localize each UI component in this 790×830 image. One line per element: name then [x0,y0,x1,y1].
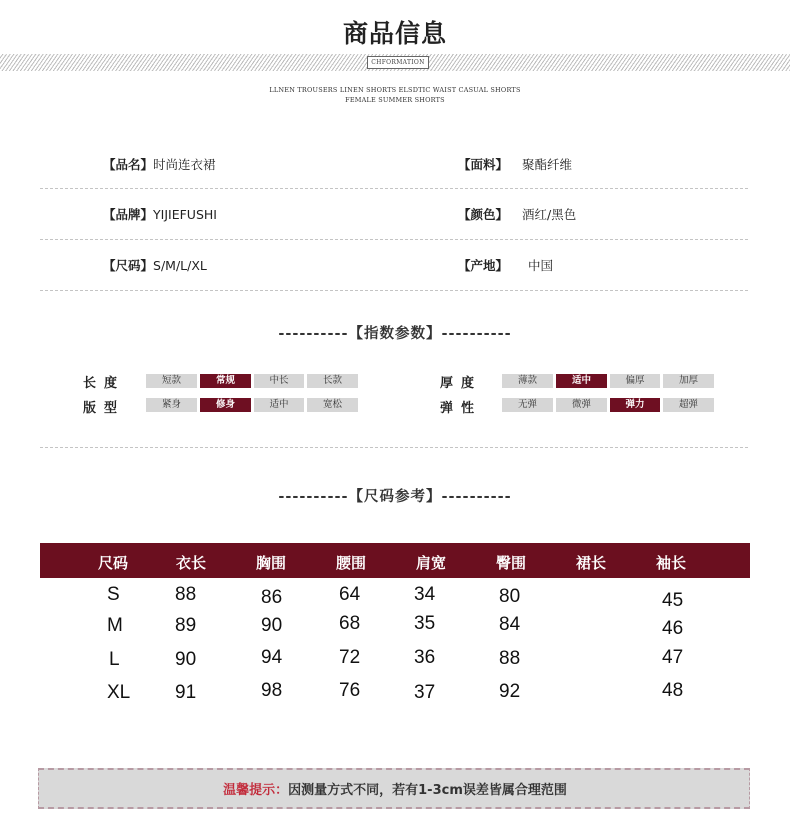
param-option: 紧身 [146,398,197,412]
info-label: 【品名】 [103,157,154,172]
table-header-cell: 衣长 [176,554,207,572]
param-label-fit: 版型 [83,401,126,416]
notice-prefix: 温馨提示： [223,783,289,798]
param-option: 长款 [307,374,358,388]
table-cell: 92 [499,681,521,702]
param-option: 偏厚 [610,374,660,388]
info-value: S/M/L/XL [153,258,207,273]
row-divider [40,239,748,240]
info-value: 时尚连衣裙 [153,157,216,172]
table-cell: 68 [339,613,361,634]
info-value: YIJIEFUSHI [153,207,217,222]
param-option: 无弹 [502,398,553,412]
table-cell: 80 [499,586,521,607]
table-header-cell: 腰围 [336,554,367,572]
info-value: 聚酯纤维 [522,157,573,172]
info-item-brand [103,205,217,223]
param-option: 微弹 [556,398,607,412]
param-option-selected: 适中 [556,374,607,388]
subtitle-line-2: FEMALE SUMMER SHORTS [345,96,445,104]
info-label: 【颜色】 [458,207,509,222]
table-cell: 48 [662,680,684,701]
table-cell: 72 [339,647,361,668]
param-label-thickness: 厚度 [440,376,483,391]
table-header-cell: 裙长 [576,554,607,572]
info-label: 【产地】 [458,258,509,273]
page-title: 商品信息 [342,19,447,48]
info-value: 酒红/黑色 [522,207,577,222]
param-option-selected: 弹力 [610,398,660,412]
table-cell: 35 [414,613,436,634]
table-cell: 76 [339,680,361,701]
section-divider [40,447,748,448]
param-option: 中长 [254,374,304,388]
notice-message: 因测量方式不同，若有1-3cm误差皆属合理范围 [288,783,567,798]
param-label-length: 长度 [83,376,126,391]
table-cell: 84 [499,614,521,635]
information-badge: CHFORMATION [367,56,429,69]
table-cell: 88 [499,648,521,669]
size-section-title: ----------【尺码参考】---------- [278,489,512,505]
table-header-cell: 袖长 [656,554,687,572]
table-cell: 90 [261,615,283,636]
table-cell-size: M [107,615,123,636]
table-header-cell: 尺码 [98,554,129,572]
param-option-selected: 常规 [200,374,251,388]
param-option: 宽松 [307,398,358,412]
table-header-cell: 肩宽 [416,554,447,572]
param-option: 短款 [146,374,197,388]
table-cell: 47 [662,647,684,668]
table-cell-size: S [107,584,120,605]
table-cell: 91 [175,682,197,703]
table-header-cell: 胸围 [256,554,287,572]
info-item-name [103,155,216,173]
table-cell: 94 [261,647,283,668]
table-cell: 88 [175,584,197,605]
table-cell-size: L [109,649,120,670]
table-cell-size: XL [107,682,131,703]
info-item-size [103,256,207,274]
table-cell: 46 [662,618,684,639]
info-label: 【品牌】 [103,207,154,222]
info-label: 【面料】 [458,157,509,172]
table-cell: 89 [175,615,197,636]
row-divider [40,290,748,291]
notice-text [0,779,790,798]
size-table-header [40,543,750,578]
info-item-fabric [458,155,572,173]
table-cell: 45 [662,590,684,611]
index-section-title: ----------【指数参数】---------- [278,326,512,342]
info-item-color [458,205,576,223]
table-cell: 90 [175,649,197,670]
param-option: 薄款 [502,374,553,388]
row-divider [40,188,748,189]
table-cell: 64 [339,584,361,605]
table-cell: 86 [261,587,283,608]
param-option: 加厚 [663,374,714,388]
info-value: 中国 [528,258,554,273]
param-option: 适中 [254,398,304,412]
param-option-selected: 修身 [200,398,251,412]
param-label-elasticity: 弹性 [440,401,483,416]
info-label: 【尺码】 [103,258,154,273]
subtitle-line-1: LLNEN TROUSERS LINEN SHORTS ELSDTIC WAIST CASUAL SHORTS [269,86,521,94]
info-item-origin [458,256,553,274]
table-cell: 37 [414,682,436,703]
table-cell: 36 [414,647,436,668]
table-cell: 98 [261,680,283,701]
param-option: 超弹 [663,398,714,412]
table-cell: 34 [414,584,436,605]
table-header-cell: 臀围 [496,554,527,572]
